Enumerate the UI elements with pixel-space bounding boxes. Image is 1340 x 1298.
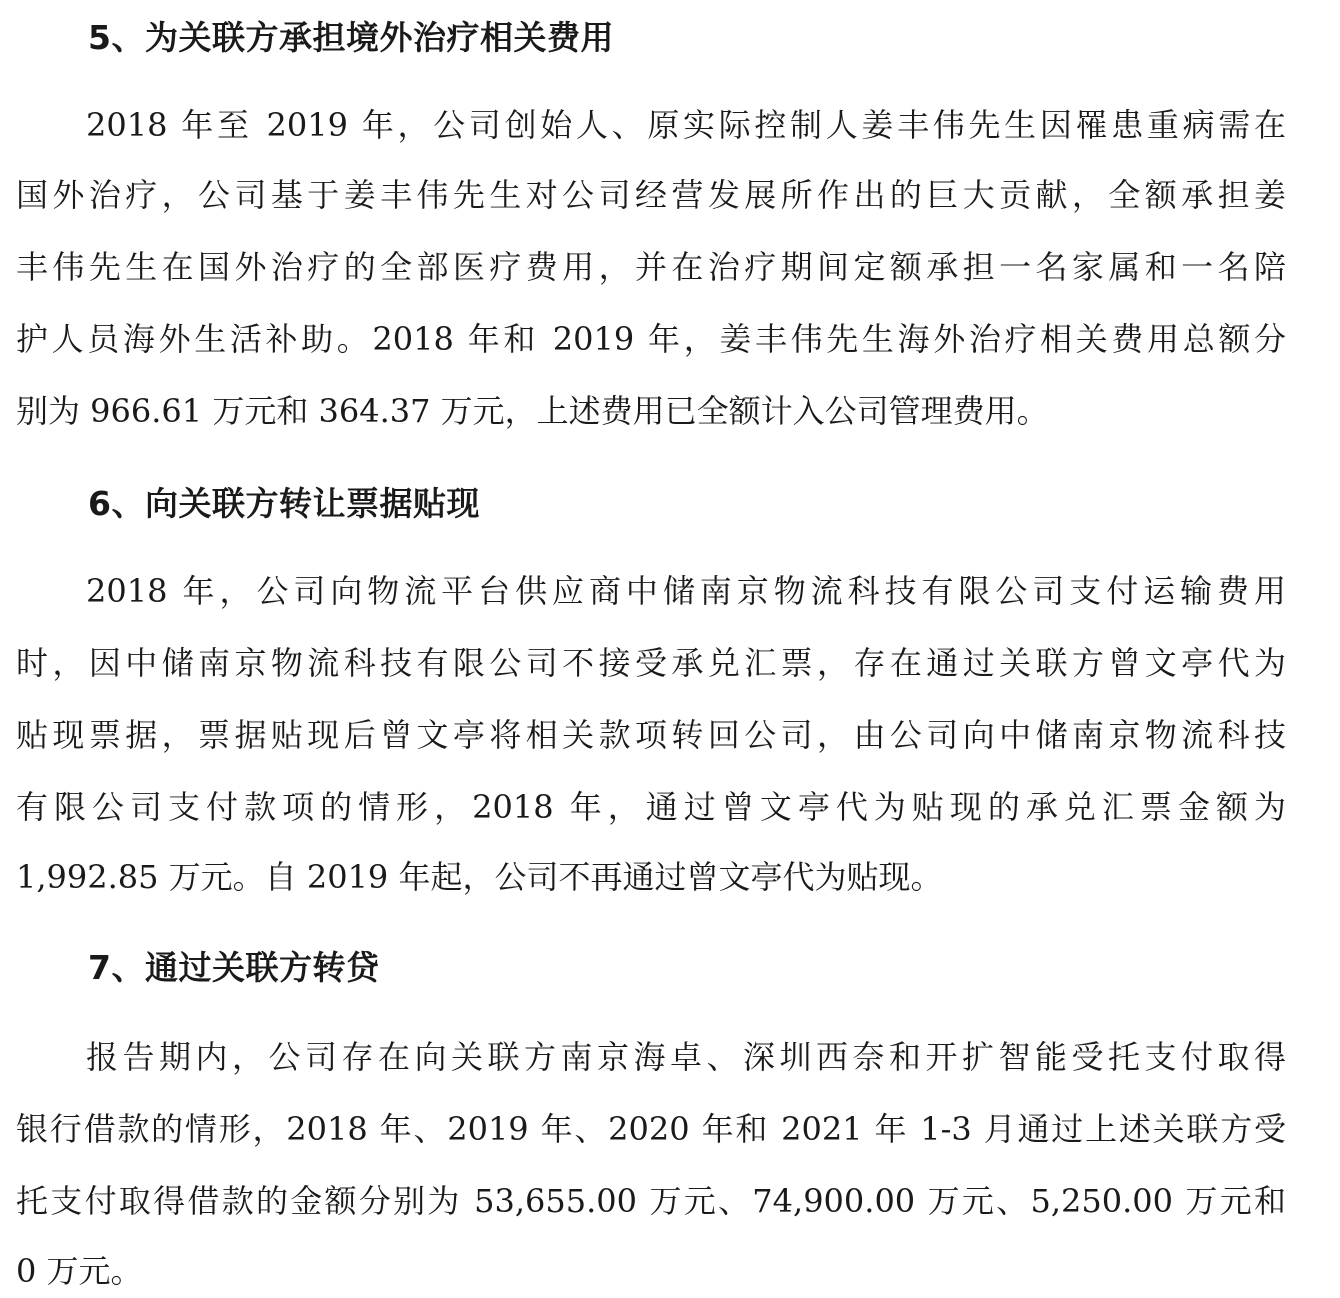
section-7-line-2: 银行借款的情形，2018 年、2019 年、2020 年和 2021 年 1-3 月通过上述关联方受 — [16, 1110, 1286, 1148]
section-5-line-2: 国外治疗，公司基于姜丰伟先生对公司经营发展所作出的巨大贡献，全额承担姜 — [16, 176, 1286, 214]
section-7-line-4: 0 万元。 — [16, 1252, 143, 1290]
section-7-line-3: 托支付取得借款的金额分别为 53,655.00 万元、74,900.00 万元、5,250.00 万元和 — [16, 1182, 1286, 1220]
section-6-line-4: 有限公司支付款项的情形，2018 年，通过曾文亭代为贴现的承兑汇票金额为 — [16, 788, 1286, 826]
section-5-line-3: 丰伟先生在国外治疗的全部医疗费用，并在治疗期间定额承担一名家属和一名陪 — [16, 248, 1286, 286]
section-6-line-3: 贴现票据，票据贴现后曾文亭将相关款项转回公司，由公司向中储南京物流科技 — [16, 716, 1286, 754]
section-6-line-5: 1,992.85 万元。自 2019 年起，公司不再通过曾文亭代为贴现。 — [16, 858, 943, 896]
section-7-heading: 7、通过关联方转贷 — [88, 948, 380, 987]
section-6-line-2: 时，因中储南京物流科技有限公司不接受承兑汇票，存在通过关联方曾文亭代为 — [16, 644, 1286, 682]
section-6-heading: 6、向关联方转让票据贴现 — [88, 484, 480, 523]
section-5-line-1: 2018 年至 2019 年，公司创始人、原实际控制人姜丰伟先生因罹患重病需在 — [86, 106, 1286, 144]
section-5-heading: 5、为关联方承担境外治疗相关费用 — [88, 18, 614, 57]
section-5-line-5: 别为 966.61 万元和 364.37 万元，上述费用已全额计入公司管理费用。 — [16, 392, 1049, 430]
section-6-line-1: 2018 年，公司向物流平台供应商中储南京物流科技有限公司支付运输费用 — [86, 572, 1286, 610]
section-5-line-4: 护人员海外生活补助。2018 年和 2019 年，姜丰伟先生海外治疗相关费用总额分 — [16, 320, 1286, 358]
section-7-line-1: 报告期内，公司存在向关联方南京海卓、深圳西奈和开扩智能受托支付取得 — [86, 1038, 1286, 1076]
